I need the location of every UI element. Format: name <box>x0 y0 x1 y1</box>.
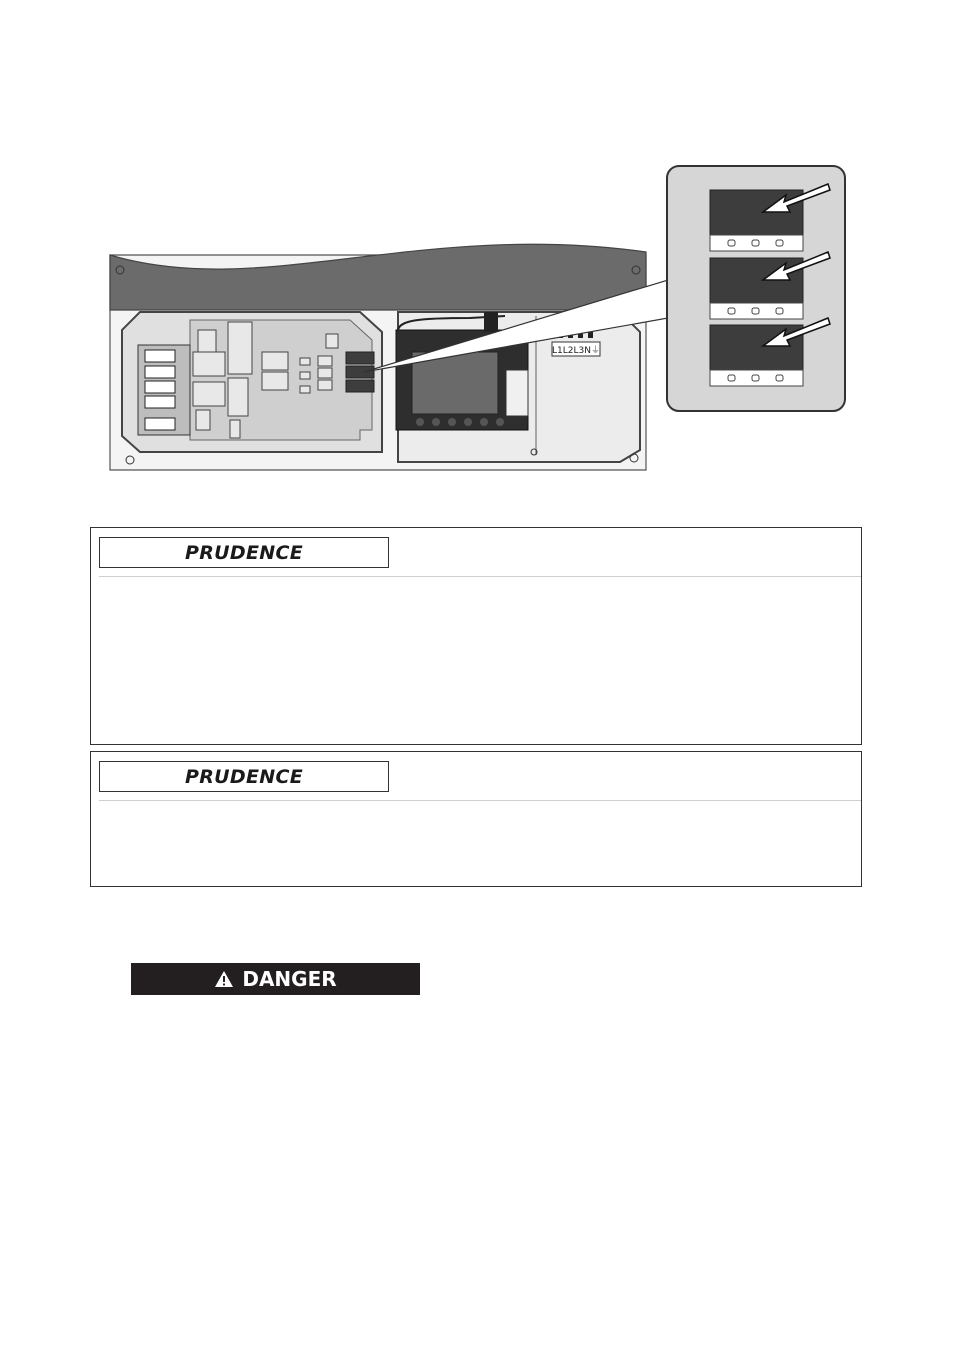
inverter-connection-figure <box>0 0 953 500</box>
left-compartment <box>122 312 382 452</box>
prudence-label: PRUDENCE <box>99 761 389 792</box>
danger-banner <box>131 963 420 995</box>
danger-label: DANGER <box>242 967 337 991</box>
prudence-notice-1 <box>90 527 862 745</box>
prudence-notice-2 <box>90 751 862 887</box>
zoom-callout <box>667 166 845 411</box>
divider <box>99 800 861 801</box>
housing-cover <box>110 244 646 310</box>
terminal-label: L1L2L3N⏚ <box>552 346 600 356</box>
warning-triangle-icon <box>214 970 234 988</box>
prudence-label: PRUDENCE <box>99 537 389 568</box>
divider <box>99 576 861 577</box>
